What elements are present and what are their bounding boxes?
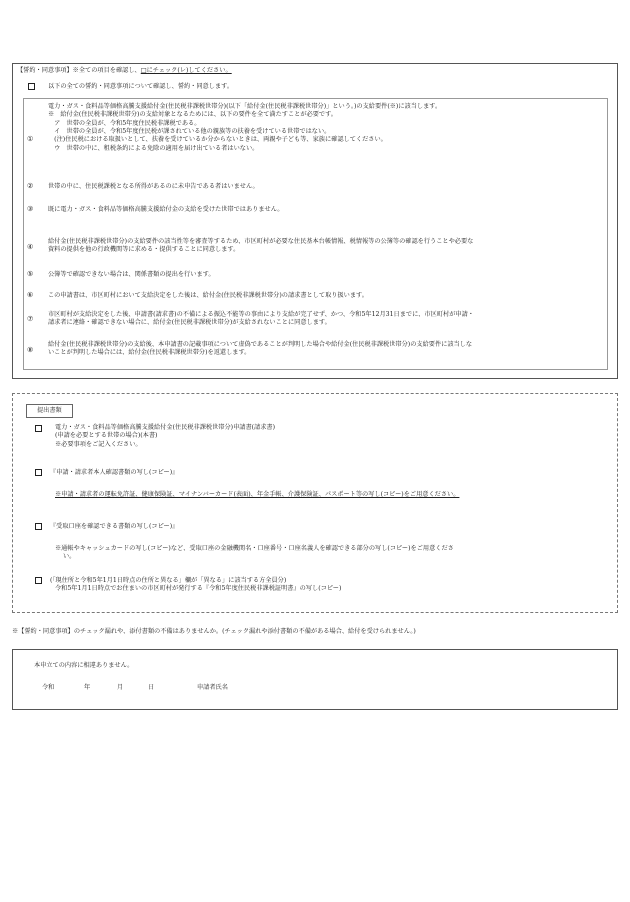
footer-note: ※【誓約・同意事項】のチェック漏れや、添付書類の不備はありませんか。(チェック漏れや添付書類の不備がある場合、給付を受けられません。) <box>12 628 416 635</box>
pledge-item-2: 世帯の中に、住民税課税となる所得があるのに未申告である者はいません。 <box>48 183 259 190</box>
date-era-label: 令和 <box>42 684 55 691</box>
date-day-label: 日 <box>148 684 155 691</box>
item-number-7: ⑦ <box>27 315 34 323</box>
item-number-3: ③ <box>27 205 34 213</box>
pledge-item-8: 給付金(住民税非課税世帯分)の支給後、本申請書の記載事項について虚偽であることが判明した場合や給付金(住民税非課税世帯分)の支給要件に該当しな いことが判明した場合には、給付金(住民税非課税世帯分)を返還します。 <box>48 341 473 357</box>
doc2-title: 『申請・請求者本人確認書類の写し(コピー)』 <box>50 469 179 476</box>
item-number-4: ④ <box>27 243 34 251</box>
doc1-checkbox[interactable] <box>35 425 42 432</box>
doc4-checkbox[interactable] <box>35 577 42 584</box>
pledge-item-4: 給付金(住民税非課税世帯分)の支給要件の該当性等を審査等するため、市区町村が必要な住民基本台帳情報、税情報等の公簿等の確認を行うことや必要な 資料の提供を他の行政機関等に求める・提供することに同意します。 <box>48 238 474 254</box>
item-number-8: ⑧ <box>27 346 34 354</box>
pledge-item-6: この申請書は、市区町村において支給決定をした後は、給付金(住民税非課税世帯分)の請求書として取り扱います。 <box>48 292 368 299</box>
pledge-item-3: 既に電力・ガス・食料品等価格高騰支援給付金の支給を受けた世帯ではありません。 <box>48 206 284 213</box>
date-month-label: 月 <box>117 684 124 691</box>
doc2-note: ※申請・請求者の運転免許証、健康保険証、マイナンバーカード(表面)、年金手帳、介護保険証、パスポート等の写し(コピー)をご用意ください。 <box>55 491 460 498</box>
item-number-1: ① <box>27 135 34 143</box>
pledge-item-1: 電力・ガス・食料品等価格高騰支援給付金(住民税非課税世帯分)(以下「給付金(住民税非課税世帯分)」という。)の支給要件(※)に該当します。 ※ 給付金(住民税非課税世帯分)の支給対象となるためには、以下の要件を全て満たすことが必要です。 ア 世帯の全員が、令和5年度住民税非課税である。 イ 世帯の全員が、令和5年度住民税が課されている他の親族等の扶養を受けている世帯ではない。 (注)住民税における取扱いとして、扶養を受けているか分からないときは、両親や子ども等、家族に確認してください。 ウ 世帯の中に、租税条約による免除の適用を届け出ている者はいない。 <box>48 103 442 152</box>
doc2-checkbox[interactable] <box>35 469 42 476</box>
confirmation-section <box>12 649 618 710</box>
doc3-title: 『受取口座を確認できる書類の写し(コピー)』 <box>50 523 179 530</box>
check-all-label: 以下の全ての誓約・同意事項について確認し、誓約・同意します。 <box>48 83 234 90</box>
documents-header: 提出書類 <box>26 404 73 418</box>
doc1-text: 電力・ガス・食料品等価格高騰支援給付金(住民税非課税世帯分)申請書(請求書) (申請を必要とする世帯の場合)(本書) ※必要事項をご記入ください。 <box>55 424 276 448</box>
item-number-2: ② <box>27 182 34 190</box>
doc4-text: (「現住所と令和5年1月1日時点の住所と異なる」欄が「異なる」に該当する方全員分) 令和5年1月1日時点でお住まいの市区町村が発行する『令和5年度住民税非課税証明書』の写し(コピー) <box>50 577 342 593</box>
pledge-item-7: 市区町村が支給決定をした後、申請書(請求書)の不備による振込不能等の事由により支給が完了せず、かつ、令和5年12月31日までに、市区町村が申請・ 請求者に連絡・確認できない場合に、給付金(住民税非課税世帯分)が支給されないことに同意します。 <box>48 311 474 327</box>
item-number-5: ⑤ <box>27 270 34 278</box>
date-year-label: 年 <box>84 684 91 691</box>
pledge-item-5: 公簿等で確認できない場合は、関係書類の提出を行います。 <box>48 271 215 278</box>
confirmation-statement: 本申立ての内容に相違ありません。 <box>34 662 134 669</box>
pledge-header: 【誓約・同意事項】※全ての項目を確認し、□にチェック(レ)してください。 <box>17 67 232 74</box>
item-number-6: ⑥ <box>27 291 34 299</box>
check-all-checkbox[interactable] <box>28 83 35 90</box>
signature-label: 申請者氏名 <box>197 684 228 691</box>
doc3-checkbox[interactable] <box>35 523 42 530</box>
doc3-note: ※通帳やキャッシュカードの写し(コピー)など、受取口座の金融機関名・口座番号・口座名義人を確認できる部分の写し(コピー)をご用意くださ い。 <box>55 545 454 561</box>
